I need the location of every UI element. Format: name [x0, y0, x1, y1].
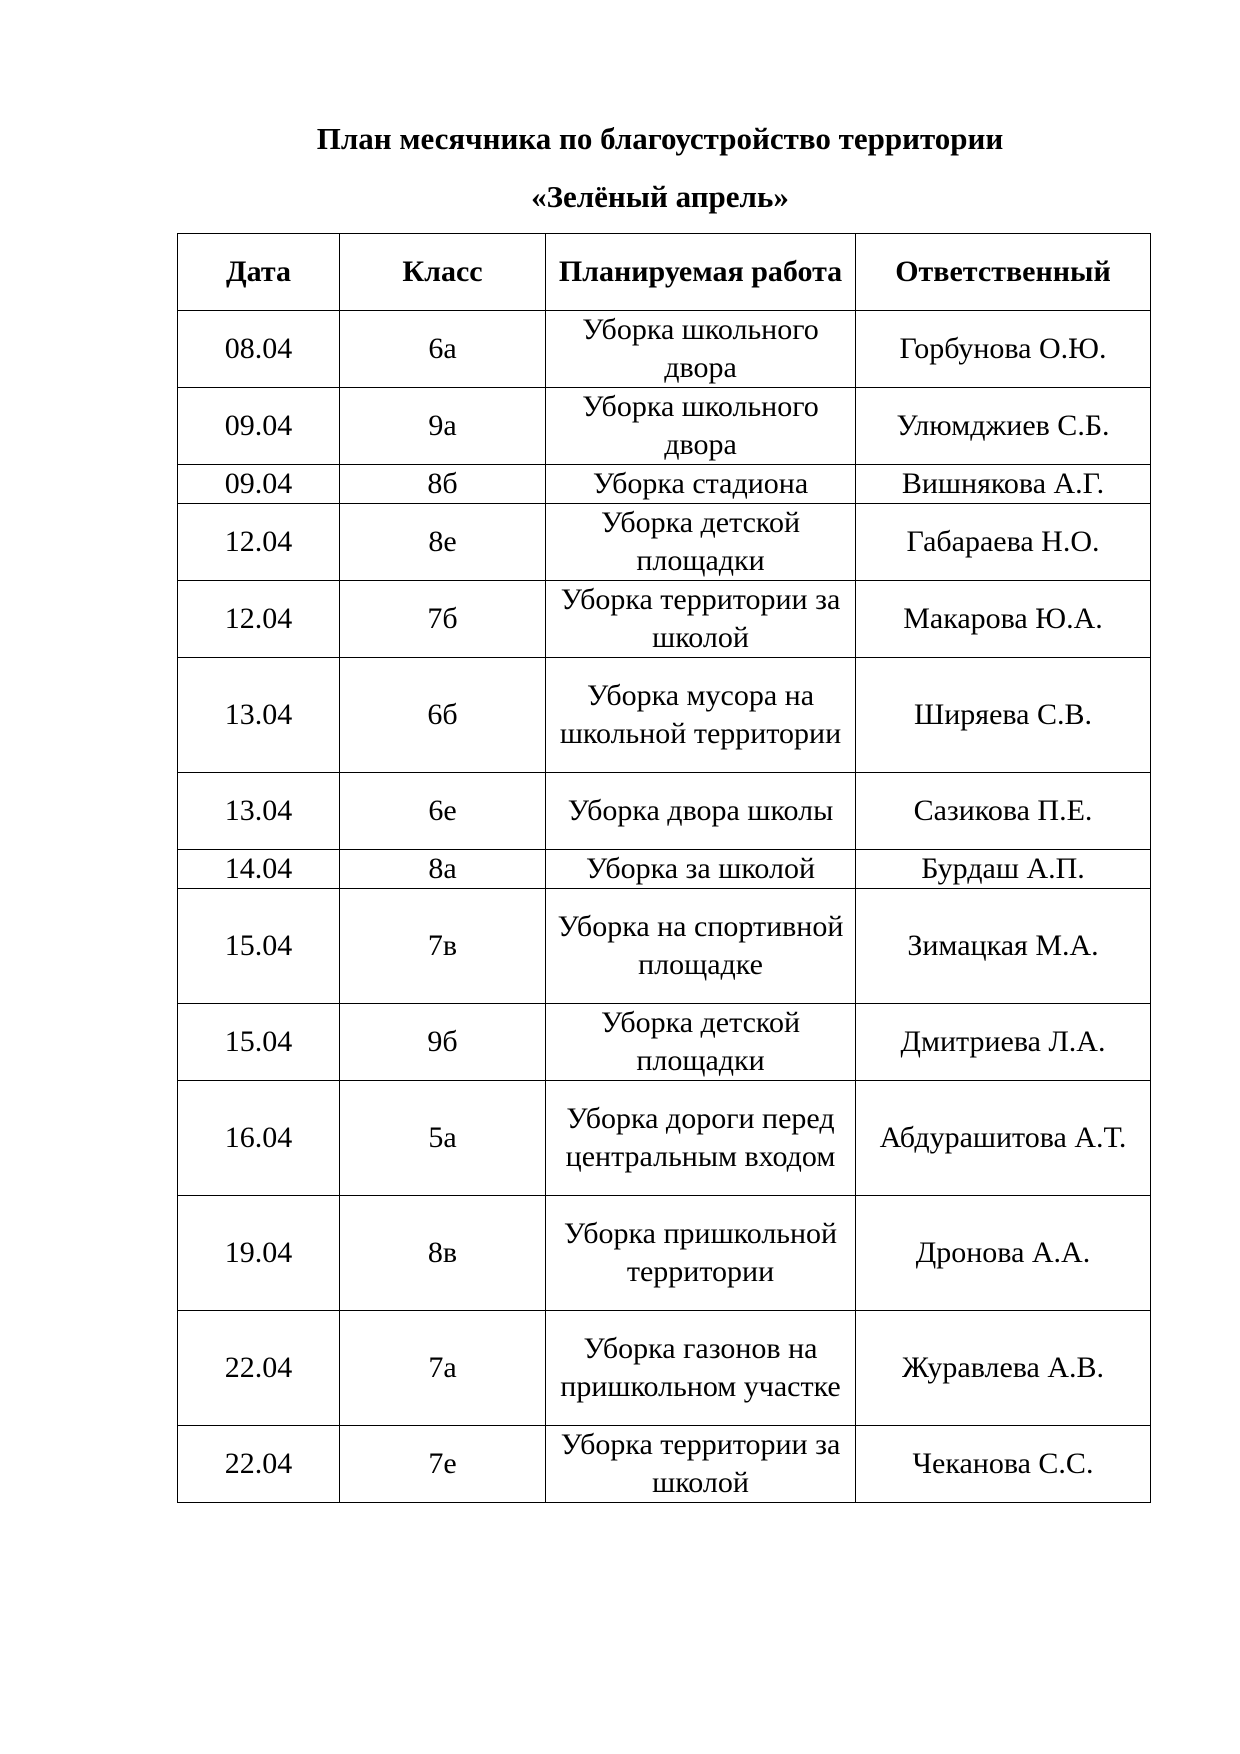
cell-responsible: Улюмджиев С.Б. — [856, 388, 1151, 465]
cell-work: Уборка на спортивной площадке — [546, 889, 856, 1004]
cell-class: 7а — [340, 1311, 546, 1426]
cell-work: Уборка стадиона — [546, 465, 856, 504]
cell-date: 12.04 — [178, 504, 340, 581]
cell-work: Уборка дороги перед центральным входом — [546, 1081, 856, 1196]
cell-work: Уборка пришкольной территории — [546, 1196, 856, 1311]
cell-responsible: Чеканова С.С. — [856, 1426, 1151, 1503]
cell-work: Уборка территории за школой — [546, 1426, 856, 1503]
cell-date: 19.04 — [178, 1196, 340, 1311]
table-row — [178, 504, 1151, 581]
cell-class: 9б — [340, 1004, 546, 1081]
table-row — [178, 1196, 1151, 1311]
cell-work: Уборка двора школы — [546, 773, 856, 850]
cell-responsible: Дмитриева Л.А. — [856, 1004, 1151, 1081]
header-responsible: Ответственный — [856, 234, 1151, 311]
document-title: План месячника по благоустройство территории — [316, 121, 1004, 156]
table-row — [178, 581, 1151, 658]
table-row — [178, 658, 1151, 773]
cell-class: 8а — [340, 850, 546, 889]
cell-work: Уборка школьного двора — [546, 388, 856, 465]
cell-responsible: Журавлева А.В. — [856, 1311, 1151, 1426]
cell-responsible: Ширяева С.В. — [856, 658, 1151, 773]
cell-work: Уборка газонов на пришкольном участке — [546, 1311, 856, 1426]
cell-responsible: Макарова Ю.А. — [856, 581, 1151, 658]
cell-work: Уборка за школой — [546, 850, 856, 889]
document-subtitle: «Зелёный апрель» — [531, 179, 789, 214]
cell-work: Уборка территории за школой — [546, 581, 856, 658]
table-row — [178, 388, 1151, 465]
cell-class: 6е — [340, 773, 546, 850]
cell-class: 7в — [340, 889, 546, 1004]
cell-class: 9а — [340, 388, 546, 465]
cell-class: 8в — [340, 1196, 546, 1311]
table-row — [178, 311, 1151, 388]
cell-class: 7б — [340, 581, 546, 658]
cell-date: 16.04 — [178, 1081, 340, 1196]
cell-date: 09.04 — [178, 388, 340, 465]
cell-date: 22.04 — [178, 1311, 340, 1426]
cell-responsible: Бурдаш А.П. — [856, 850, 1151, 889]
header-date: Дата — [178, 234, 340, 311]
cell-work: Уборка детской площадки — [546, 504, 856, 581]
cell-date: 22.04 — [178, 1426, 340, 1503]
cell-class: 5а — [340, 1081, 546, 1196]
cell-date: 12.04 — [178, 581, 340, 658]
cell-responsible: Дронова А.А. — [856, 1196, 1151, 1311]
cell-date: 15.04 — [178, 1004, 340, 1081]
table-row — [178, 850, 1151, 889]
cell-responsible: Вишнякова А.Г. — [856, 465, 1151, 504]
table-row — [178, 465, 1151, 504]
cell-responsible: Зимацкая М.А. — [856, 889, 1151, 1004]
table-row — [178, 773, 1151, 850]
table-row — [178, 1004, 1151, 1081]
cell-date: 13.04 — [178, 658, 340, 773]
cell-responsible: Горбунова О.Ю. — [856, 311, 1151, 388]
table-row — [178, 1311, 1151, 1426]
cell-class: 6б — [340, 658, 546, 773]
cell-class: 8б — [340, 465, 546, 504]
cell-responsible: Габараева Н.О. — [856, 504, 1151, 581]
cell-work: Уборка детской площадки — [546, 1004, 856, 1081]
table-row — [178, 889, 1151, 1004]
cell-date: 15.04 — [178, 889, 340, 1004]
cell-work: Уборка школьного двора — [546, 311, 856, 388]
table-row — [178, 1426, 1151, 1503]
table-row — [178, 1081, 1151, 1196]
plan-table — [177, 233, 1151, 1503]
cell-class: 8е — [340, 504, 546, 581]
cell-class: 7е — [340, 1426, 546, 1503]
cell-date: 14.04 — [178, 850, 340, 889]
table-header-row — [178, 234, 1151, 311]
cell-work: Уборка мусора на школьной территории — [546, 658, 856, 773]
cell-responsible: Сазикова П.Е. — [856, 773, 1151, 850]
cell-date: 08.04 — [178, 311, 340, 388]
cell-class: 6а — [340, 311, 546, 388]
header-class: Класс — [340, 234, 546, 311]
cell-responsible: Абдурашитова А.Т. — [856, 1081, 1151, 1196]
cell-date: 13.04 — [178, 773, 340, 850]
header-work: Планируемая работа — [546, 234, 856, 311]
cell-date: 09.04 — [178, 465, 340, 504]
